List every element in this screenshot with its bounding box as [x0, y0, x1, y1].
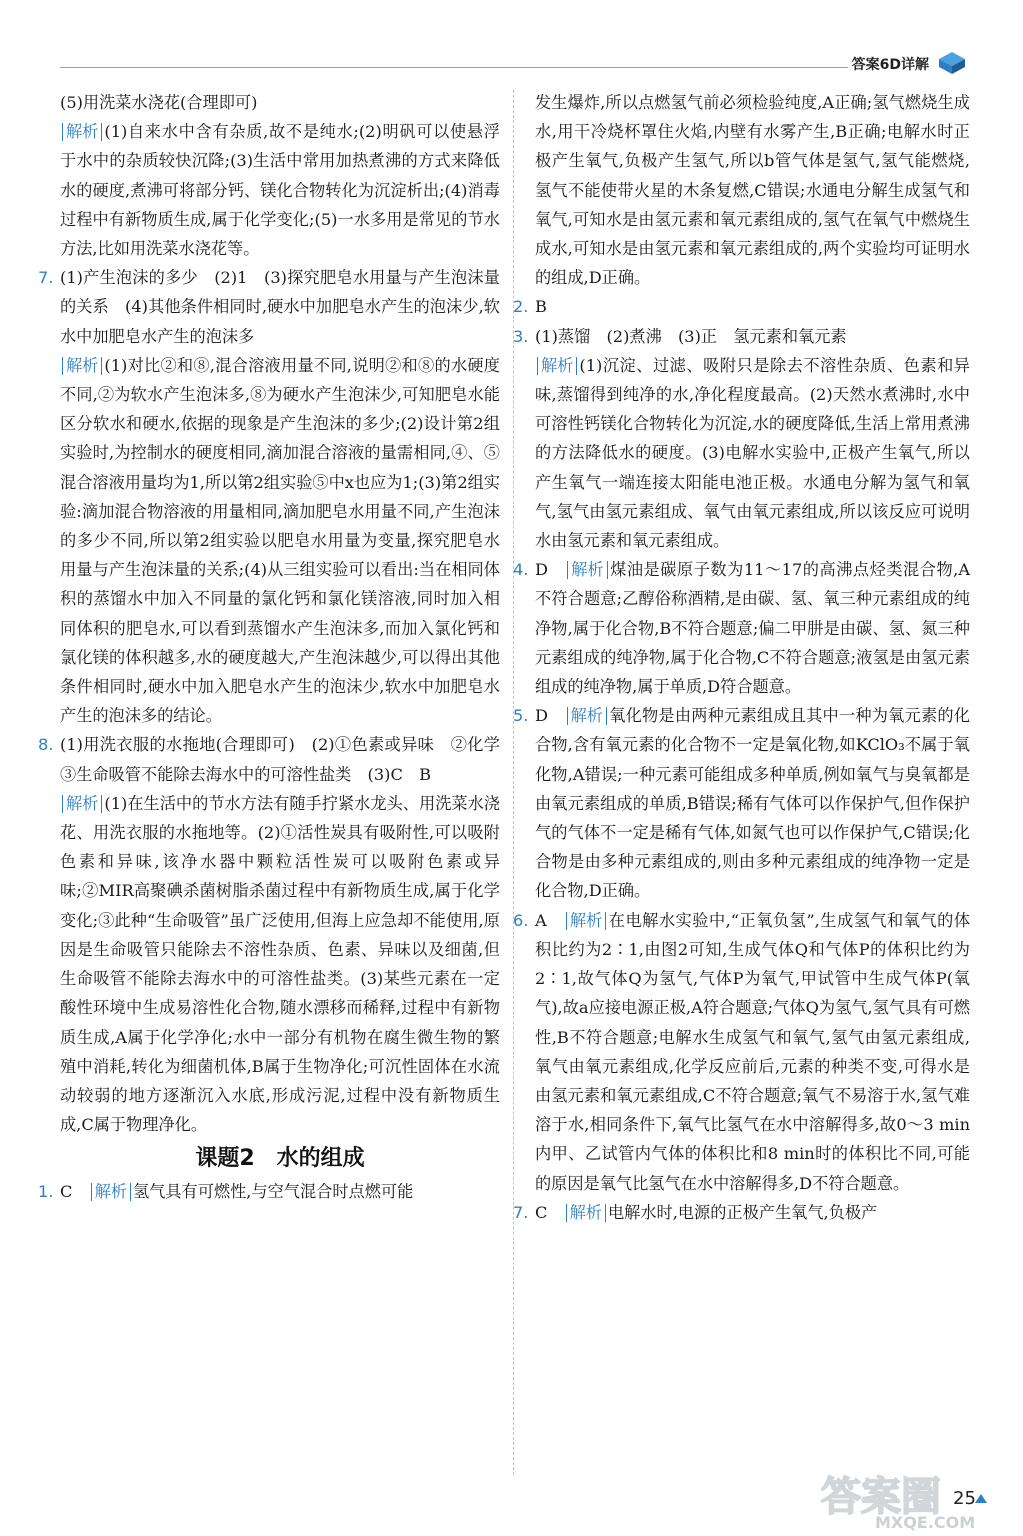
entry-text: (1)产生泡沫的多少 (2)1 (3)探究肥皂水用量与产生泡沫量的关系 (4)其他条件相同时,硬水中加肥皂水产生的泡沫少,软水中加肥皂水产生的泡沫多	[60, 268, 500, 346]
entry-text: B	[535, 297, 547, 317]
section-title: 课题2 水的组成	[195, 1146, 365, 1172]
question-number: 8.	[38, 735, 54, 755]
page-header	[60, 50, 973, 80]
answer-item	[38, 730, 517, 788]
answer-choice: A	[535, 910, 547, 930]
entry-text: (1)在生活中的节水方法有随手拧紧水龙头、用洗菜水浇花、用洗衣服的水拖地等。(2)①活性炭具有吸附性,可以吸附色素和异味,该净水器中颗粒活性炭可以吸附色素或异味;②MIR高聚碘杀菌树脂杀菌过程中有新物质生成,属于化学变化;③此种“生命吸管”虽广泛使用,但海上应急却不能使用,原因是生命吸管只能除去不溶性杂质、色素、异味以及细菌,但生命吸管不能除去海水中的可溶性盐类。(3)某些元素在一定酸性环境中生成易溶性化合物,随水漂移而稀释,过程中有新物质生成,A属于化学净化;水中一部分有机物在腐生微生物的繁殖中消耗,转化为细菌机体,B属于生物净化;可沉性固体在水流动较弱的地方逐渐沉入水底,形成污泥,过程中没有新物质生成,C属于物理净化。	[60, 793, 500, 1135]
analysis-tag: 解析	[62, 357, 102, 375]
entry-text: 在电解水实验中,“正氧负氢”,生成氢气和氧气的体积比约为2∶1,由图2可知,生成气体Q和气体P的体积比约为2∶1,故气体Q为氢气,气体P为氧气,甲试管中生成气体P(氧气),故a应接电源正极,A符合题意;气体Q为氢气,氢气具有可燃性,B不符合题意;电解水生成氢气和氧气,氢气由氢元素组成,氧气由氧元素组成,化学反应前后,元素的种类不变,可得水是由氢元素和氧元素组成,C不符合题意;氧气不易溶于水,氢气难溶于水,相同条件下,氧气比氢气在水中溶解得多,故0～3 min内甲、乙试管内气体的体积比和8 min时的体积比不同,可能的原因是氧气比氢气在水中溶解得多,D不符合题意。	[535, 910, 971, 1193]
answer-choice: C	[60, 1182, 73, 1202]
question-number: 2.	[513, 297, 529, 317]
analysis-tag: 解析	[567, 707, 607, 725]
question-number: 6.	[513, 910, 529, 930]
answer-item	[38, 263, 500, 351]
analysis-tag: 解析	[62, 123, 102, 141]
analysis-block	[60, 789, 500, 1139]
answer-item	[513, 1198, 970, 1227]
question-number: 7.	[513, 1202, 529, 1222]
question-number: 4.	[513, 560, 529, 580]
header-label: 答案6D详解	[851, 57, 929, 73]
answer-item	[513, 906, 971, 1198]
analysis-tag: 解析	[91, 1183, 131, 1201]
answer-item	[535, 88, 970, 292]
svg-text:MXQE.COM: MXQE.COM	[875, 1513, 976, 1532]
answer-item	[513, 292, 970, 321]
answer-choice: D	[535, 706, 548, 726]
analysis-tag: 解析	[537, 357, 577, 375]
question-number: 3.	[513, 326, 529, 346]
analysis-block	[60, 117, 500, 263]
watermark-logo	[815, 1470, 1010, 1532]
entry-text: 氢气具有可燃性,与空气混合时点燃可能	[132, 1182, 414, 1202]
entry-text: (1)沉淀、过滤、吸附只是除去不溶性杂质、色素和异味,蒸馏得到纯净的水,净化程度最高。(2)天然水煮沸时,水中可溶性钙镁化合物转化为沉淀,水的硬度降低,生活上常用煮沸的方法降低水的硬度。(3)电解水实验中,正极产生氧气,所以产生氧气一端连接太阳能电池正极。水通电分解为氢气和氧气,氢气由氢元素组成、氧气由氧元素组成,所以该反应可说明水由氢元素和氧元素组成。	[535, 355, 970, 551]
entry-text: (5)用洗菜水浇花(合理即可)	[60, 93, 258, 112]
entry-text: 电解水时,电源的正极产生氧气,负极产	[607, 1202, 878, 1222]
answer-choice: C	[535, 1202, 548, 1222]
gem-icon	[937, 50, 967, 76]
answer-choice: D	[535, 560, 548, 580]
analysis-block	[535, 351, 970, 555]
entry-text: (1)自来水中含有杂质,故不是纯水;(2)明矾可以使悬浮于水中的杂质较快沉降;(3)生活中常用加热煮沸的方式来降低水的硬度,煮沸可将部分钙、镁化合物转化为沉淀析出;(4)消毒过程中有新物质生成,属于化学变化;(5)一水多用是常见的节水方法,比如用洗菜水浇花等。	[60, 122, 500, 259]
answer-item	[38, 1177, 500, 1206]
entry-text: 煤油是碳原子数为11～17的高沸点烃类混合物,A不符合题意;乙醇俗称酒精,是由碳、氢、氧三种元素组成的纯净物,属于化合物,B不符合题意;偏二甲肼是由碳、氢、氮三种元素组成的纯净物,属于化合物,C不符合题意;液氢是由氢元素组成的纯净物,属于单质,D符合题意。	[535, 560, 971, 697]
answer-item	[60, 88, 500, 117]
analysis-tag: 解析	[62, 795, 102, 813]
analysis-tag: 解析	[566, 912, 606, 930]
analysis-block	[60, 351, 500, 731]
page-number: 25	[953, 1488, 976, 1509]
svg-text:答案圈: 答案圈	[821, 1474, 941, 1520]
analysis-tag: 解析	[567, 561, 607, 579]
entry-text: (1)蒸馏 (2)煮沸 (3)正 氢元素和氧元素	[535, 326, 847, 346]
question-number: 1.	[38, 1182, 54, 1202]
question-number: 5.	[513, 706, 529, 726]
header-rule	[60, 67, 848, 68]
right-column	[513, 88, 971, 1227]
analysis-tag: 解析	[566, 1204, 606, 1222]
entry-text: 氧化物是由两种元素组成且其中一种为氧元素的化合物,含有氧元素的化合物不一定是氧化物,如KClO₃不属于氧化物,A错误;一种元素可能组成多种单质,例如氧气与臭氧都是由氧元素组成的单质,B错误;稀有气体可以作保护气,但作保护气的气体不一定是稀有气体,如氮气也可以作保护气,C错误;化合物是由多种元素组成的,则由多种元素组成的纯净物一定是化合物,D正确。	[535, 706, 971, 901]
question-number: 7.	[38, 268, 54, 288]
answer-item	[513, 701, 971, 905]
entry-text: 发生爆炸,所以点燃氢气前必须检验纯度,A正确;氢气燃烧生成水,用干冷烧杯罩住火焰,内壁有水雾产生,B正确;电解水时正极产生氧气,负极产生氢气,所以b管气体是氢气,氢气能燃烧,氢气不能使带火星的木条复燃,C错误;水通电分解生成氢气和氧气,可知水是由氢元素和氧元素组成的,氢气在氧气中燃烧生成水,可知水是由氢元素和氧元素组成的,两个实验均可证明水的组成,D正确。	[535, 93, 970, 288]
answer-item	[513, 555, 971, 701]
entry-text: (1)用洗衣服的水拖地(合理即可) (2)①色素或异味 ②化学 ③生命吸管不能除去海水中的可溶性盐类 (3)C B	[60, 735, 517, 784]
left-column	[38, 88, 517, 1207]
answer-item	[513, 322, 970, 351]
entry-text: (1)对比②和⑧,混合溶液用量不同,说明②和⑧的水硬度不同,②为软水产生泡沫多,⑧为硬水产生泡沫少,可知肥皂水能区分软水和硬水,依据的现象是产生泡沫的多少;(2)设计第2组实验时,为控制水的硬度相同,滴加混合溶液的量需相同,④、⑤混合溶液用量均为1,所以第2组实验⑤中x也应为1;(3)第2组实验:滴加混合物溶液的用量相同,滴加肥皂水用量不同,产生泡沫的多少不同,所以第2组实验以肥皂水用量为变量,探究肥皂水用量与产生泡沫量的关系;(4)从三组实验可以看出:当在相同体积的蒸馏水中加入不同量的氯化钙和氯化镁溶液,同时加入相同体积的肥皂水,可以看到蒸馏水产生泡沫多,而加入氯化钙和氯化镁的体积越多,水的硬度越大,产生泡沫越少,可以得出其他条件相同时,硬水中加入肥皂水产生的泡沫少,软水中加肥皂水产生的泡沫多的结论。	[60, 355, 500, 726]
